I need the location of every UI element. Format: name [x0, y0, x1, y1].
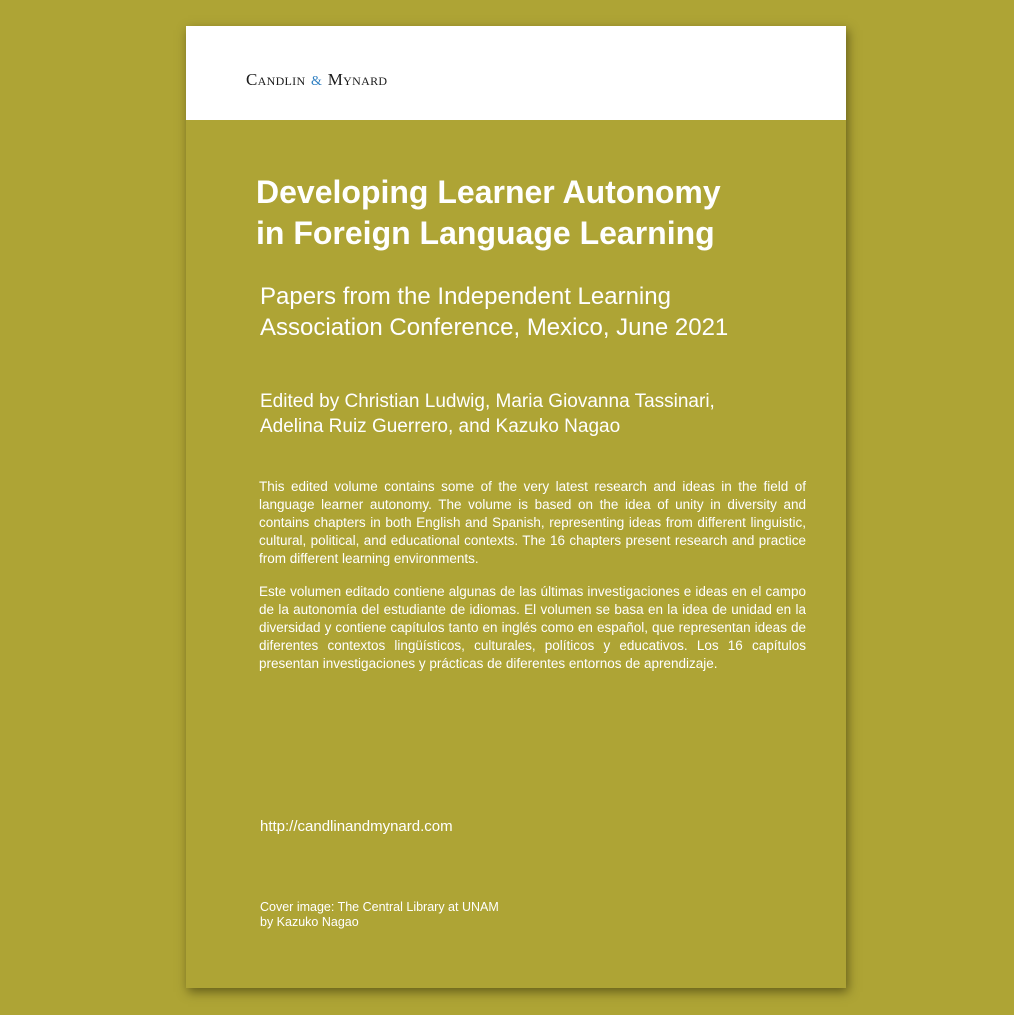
image-credit-line-2: by Kazuko Nagao [260, 915, 359, 929]
publisher-website: http://candlinandmynard.com [260, 818, 453, 835]
cover-header [186, 26, 846, 120]
editors [260, 389, 820, 439]
publisher-name-part1: Candlin [246, 70, 306, 89]
description-english: This edited volume contains some of the very latest research and ideas in the field of language learner autonomy. The volume is based on the idea of unity in diversity and contains chapters in both English and Spanish, representing ideas from different linguistic, cultural, political, and educational contexts. The 16 chapters present research and practice from different learning environments. [259, 479, 806, 566]
title-line-2: in Foreign Language Learning [256, 215, 715, 251]
publisher-name-part2: Mynard [327, 70, 388, 89]
book-subtitle [260, 281, 820, 343]
publisher-logo [246, 70, 387, 92]
book-cover [186, 26, 846, 988]
cover-image-credit [260, 900, 660, 930]
title-line-1: Developing Learner Autonomy [256, 174, 721, 210]
image-credit-line-1: Cover image: The Central Library at UNAM [260, 900, 499, 914]
subtitle-line-2: Association Conference, Mexico, June 2021 [260, 314, 729, 341]
description-spanish: Este volumen editado contiene algunas de las últimas investigaciones e ideas en el campo de la autonomía del estudiante de idiomas. El volumen se basa en la idea de unidad en la diversidad y contiene capítulos tanto en inglés como en español, que representan ideas de diferentes contextos lingüísticos, culturales, políticos y educativos. Los 16 capítulos presentan investigaciones y prácticas de diferentes entornos de aprendizaje. [259, 584, 806, 671]
subtitle-line-1: Papers from the Independent Learning [260, 283, 671, 310]
publisher-ampersand: & [311, 74, 323, 89]
editors-line-2: Adelina Ruiz Guerrero, and Kazuko Nagao [260, 416, 621, 437]
editors-line-1: Edited by Christian Ludwig, Maria Giovanna Tassinari, [260, 391, 715, 412]
book-title [256, 172, 836, 254]
